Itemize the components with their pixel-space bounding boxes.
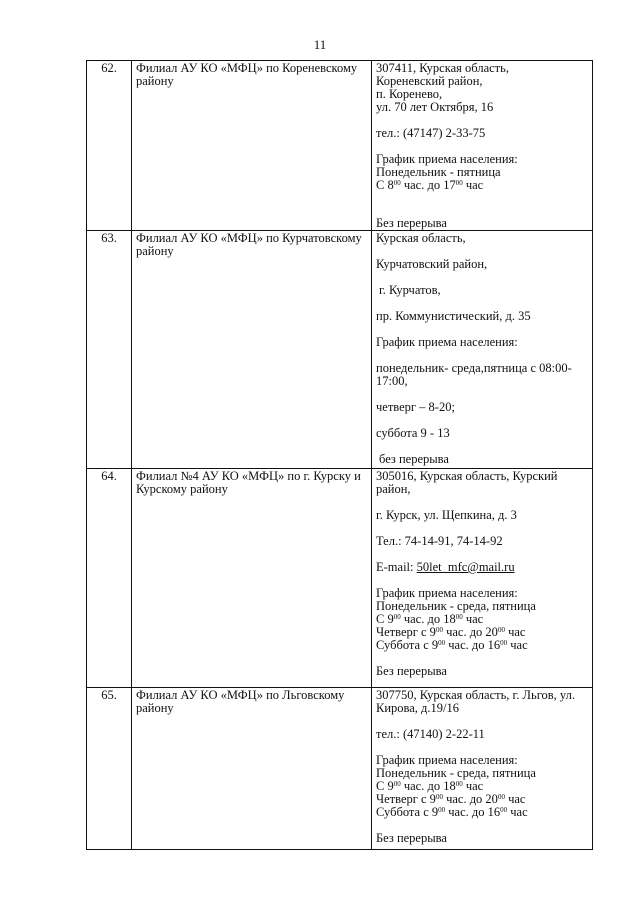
address-line: Курская область, (376, 231, 466, 245)
table-row (87, 469, 593, 688)
phone-line: тел.: (47147) 2-33-75 (376, 126, 486, 140)
row-number: 63. (87, 231, 132, 469)
address-line: Кореневский район, (376, 74, 483, 88)
phone-line: Тел.: 74-14-91, 74-14-92 (376, 534, 503, 548)
address-line: Курчатовский район, (376, 257, 488, 271)
schedule-hours: четверг – 8-20; (376, 400, 455, 414)
schedule-days: Понедельник - пятница (376, 165, 501, 179)
schedule-days: Понедельник - среда, пятница (376, 766, 536, 780)
mfc-branches-table (86, 60, 593, 850)
address-line: г. Курск, ул. Щепкина, д. 3 (376, 508, 517, 522)
schedule-hours: Суббота с $9^{00}$ час. до $16^{00}$ час (376, 805, 528, 819)
break-note: Без перерыва (376, 216, 447, 230)
schedule-hours: Четверг с $9^{00}$ час. до $20^{00}$ час (376, 625, 526, 639)
branch-contacts (372, 61, 593, 231)
address-line: г. Курчатов, (379, 283, 441, 297)
schedule-hours: понедельник- среда,пятница с 08:00-17:00, (376, 361, 572, 388)
schedule-days: Понедельник - среда, пятница (376, 599, 536, 613)
row-number: 64. (87, 469, 132, 688)
email-link[interactable]: 50let_mfc@mail.ru (416, 560, 515, 574)
table-row (87, 688, 593, 850)
table-row (87, 61, 593, 231)
schedule-title: График приема населения: (376, 586, 518, 600)
row-number: 65. (87, 688, 132, 850)
address-line: 305016, Курская область, Курский район, (376, 469, 558, 496)
row-number: 62. (87, 61, 132, 231)
branch-name: Филиал АУ КО «МФЦ» по Курчатовскому району (132, 231, 372, 469)
schedule-hours: Четверг с $9^{00}$ час. до $20^{00}$ час (376, 792, 526, 806)
schedule-hours: С $8^{00}$ час. до $17^{00}$ час (376, 178, 484, 192)
schedule-title: График приема населения: (376, 152, 518, 166)
schedule-title: График приема населения: (376, 335, 518, 349)
branch-name: Филиал №4 АУ КО «МФЦ» по г. Курску и Курскому району (132, 469, 372, 688)
break-note: без перерыва (379, 452, 449, 466)
address-line: 307750, Курская область, г. Льгов, ул. Кирова, д.19/16 (376, 688, 575, 715)
phone-line: тел.: (47140) 2-22-11 (376, 727, 485, 741)
branch-contacts (372, 688, 593, 850)
branch-contacts (372, 231, 593, 469)
email-line: E-mail: 50let_mfc@mail.ru (376, 560, 515, 574)
schedule-hours: суббота 9 - 13 (376, 426, 450, 440)
schedule-hours: С $9^{00}$ час. до $18^{00}$ час (376, 779, 484, 793)
branch-name: Филиал АУ КО «МФЦ» по Льговскому району (132, 688, 372, 850)
branch-name: Филиал АУ КО «МФЦ» по Кореневскому району (132, 61, 372, 231)
address-line: п. Коренево, (376, 87, 443, 101)
break-note: Без перерыва (376, 831, 447, 845)
address-line: ул. 70 лет Октября, 16 (376, 100, 494, 114)
schedule-hours: Суббота с $9^{00}$ час. до $16^{00}$ час (376, 638, 528, 652)
break-note: Без перерыва (376, 664, 447, 678)
address-line: пр. Коммунистический, д. 35 (376, 309, 531, 323)
address-line: 307411, Курская область, (376, 61, 509, 75)
schedule-hours: С $9^{00}$ час. до $18^{00}$ час (376, 612, 484, 626)
table-row (87, 231, 593, 469)
page-number: 11 (313, 37, 327, 52)
branch-contacts (372, 469, 593, 688)
schedule-title: График приема населения: (376, 753, 518, 767)
